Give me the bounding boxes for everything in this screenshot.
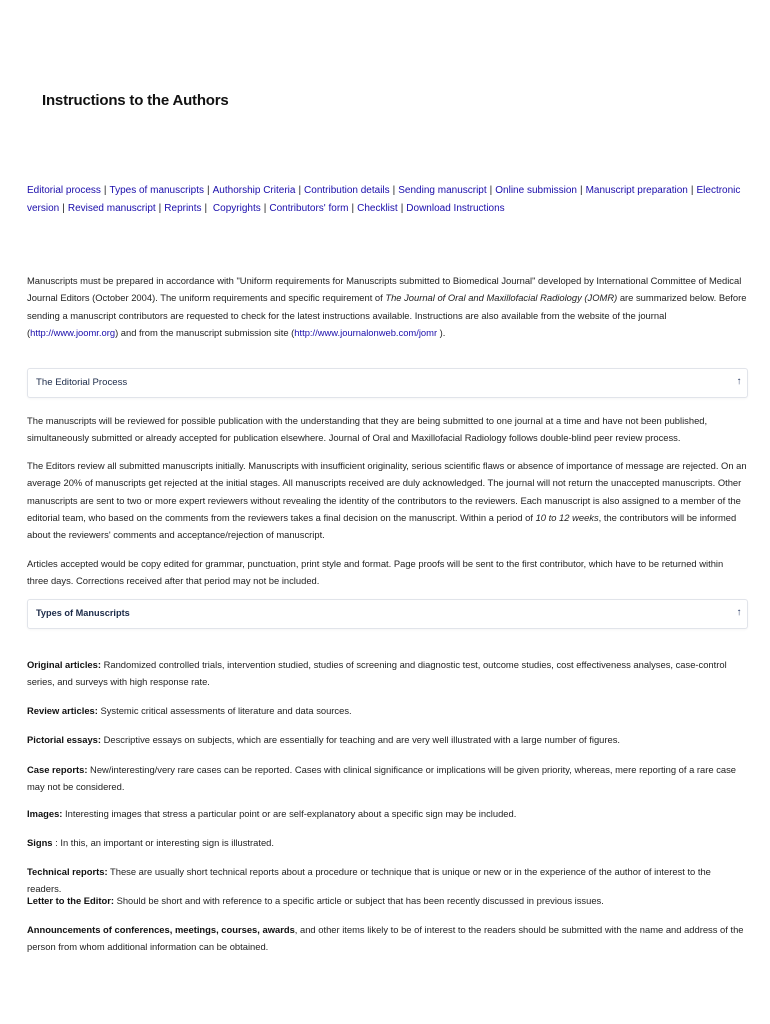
types-of-manuscripts-title: Types of Manuscripts (36, 608, 130, 618)
link-electronic-version[interactable]: Electronic version (27, 185, 741, 214)
type-term: Images: (27, 808, 63, 819)
type-description: Systemic critical assessments of literature and data sources. (97, 705, 352, 716)
type-review-articles (27, 702, 747, 719)
type-description: Should be short and with reference to a specific article or subject that has been recently discussed in previous issues. (113, 895, 604, 906)
journal-name: The Journal of Oral and Maxillofacial Radiology (JOMR) (385, 292, 618, 304)
type-original-articles (27, 656, 747, 691)
link-sending-manuscript[interactable]: Sending manuscript (398, 185, 487, 196)
type-term: Signs (27, 837, 53, 848)
editorial-text-2a: The Editors review all submitted manuscripts initially. Manuscripts with insufficient originality, serious scientific flaws or absence of importance of message are rejected. On an average 20% of manuscripts get rejected at the initial stages. All manuscripts received are duly acknowledged. The journal will not return the unaccepted manuscripts. Other manuscripts are sent to two or more expert reviewers without revealing the identity of the contributors to the reviewers. Each manuscript is also assigned to a member of the editorial team, who based on the comments from the reviewers takes a final decision on the manuscript. Within a period of (27, 460, 747, 523)
type-description: Randomized controlled trials, intervention studied, studies of screening and diagnostic test, outcome studies, cost effectiveness analyses, case-control series, and surveys with high response rate. (27, 659, 727, 688)
type-term: Technical reports: (27, 866, 108, 877)
intro-text-2: are summarized below. Before sending a manuscript contributors are requested to check for the latest instructions available. Instructions are also available from the website of the journal ( (27, 292, 747, 338)
link-contribution-details[interactable]: Contribution details (304, 185, 390, 196)
back-to-top-arrow-icon[interactable]: ↑ (736, 607, 742, 618)
type-description: Interesting images that stress a particular point or are self-explanatory about a specific sign may be included. (62, 808, 517, 819)
type-term: Letter to the Editor: (27, 895, 114, 906)
page-title: Instructions to the Authors (42, 92, 229, 109)
type-images (27, 805, 747, 822)
editorial-paragraph-3: Articles accepted would be copy edited for grammar, punctuation, print style and format. Page proofs will be sent to the first contributor, which have to be returned within three days. Corrections received after that period may not be included. (27, 558, 724, 587)
type-term: Original articles: (27, 659, 101, 670)
section-links: Editorial process | Types of manuscripts | Authorship Criteria | Contribution details | Sending manuscript | Online submission | Manuscript preparation | Electronic version | Revised manuscript | Reprints | Copyrights | Contributors' form | Checklist | Download Instructions (27, 185, 741, 214)
link-online-submission[interactable]: Online submission (495, 185, 577, 196)
back-to-top-arrow-icon[interactable]: ↑ (736, 376, 742, 387)
link-authorship-criteria[interactable]: Authorship Criteria (212, 185, 296, 196)
submission-site-link[interactable]: http://www.journalonweb.com/jomr (294, 326, 438, 338)
type-pictorial-essays (27, 731, 747, 748)
type-description: , and other items likely to be of interest to the readers should be submitted with the name and address of the person from whom additional information can be obtained. (27, 924, 744, 953)
type-description: New/interesting/very rare cases can be reported. Cases with clinical significance or implications will be given priority, whereas, mere reporting of a rare case may not be considered. (27, 764, 736, 793)
type-term: Announcements of conferences, meetings, courses, awards (27, 924, 295, 935)
link-reprints[interactable]: Reprints (164, 203, 202, 214)
type-announcements (27, 921, 747, 956)
journal-website-link[interactable]: http://www.joomr.org (30, 326, 116, 338)
link-contributors-form[interactable]: Contributors' form (269, 203, 349, 214)
review-period: 10 to 12 weeks (535, 511, 599, 523)
type-signs (27, 834, 747, 851)
type-letter-to-editor (27, 892, 747, 909)
link-copyrights[interactable]: Copyrights (212, 203, 261, 214)
editorial-paragraph-1: The manuscripts will be reviewed for possible publication with the understanding that they are being submitted to one journal at a time and have not been published, simultaneously submitted or already accepted for publication elsewhere. Journal of Oral and Maxillofacial Radiology follows double-blind peer review process. (27, 415, 708, 444)
link-download-instructions[interactable]: Download Instructions (406, 203, 505, 214)
link-checklist[interactable]: Checklist (357, 203, 398, 214)
link-revised-manuscript[interactable]: Revised manuscript (67, 203, 156, 214)
intro-text-1: Manuscripts must be prepared in accordance with "Uniform requirements for Manuscripts submitted to Biomedical Journal" developed by International Committee of Medical Journal Editors (October 2004). The uniform requirements and specific requirement of (27, 275, 742, 304)
type-description: Descriptive essays on subjects, which are essentially for teaching and are very well illustrated with a large number of figures. (101, 734, 621, 745)
link-editorial-process[interactable]: Editorial process (27, 185, 101, 196)
type-term: Case reports: (27, 764, 88, 775)
intro-text-3: ) and from the manuscript submission site ( (115, 326, 295, 338)
type-term: Pictorial essays: (27, 734, 102, 745)
editorial-text-2b: , the contributors will be informed about the reviewers' comments and acceptance/rejection of manuscript. (27, 511, 737, 541)
types-of-manuscripts-header[interactable] (27, 599, 748, 629)
intro-text-4: ). (437, 326, 446, 338)
type-description: : In this, an important or interesting sign is illustrated. (52, 837, 274, 848)
editorial-paragraph-2 (27, 457, 747, 543)
editorial-process-header[interactable] (27, 368, 748, 398)
link-manuscript-preparation[interactable]: Manuscript preparation (585, 185, 688, 196)
type-term: Review articles: (27, 705, 98, 716)
type-description: These are usually short technical reports about a procedure or technique that is unique or new or in the experience of the author of interest to the readers. (27, 866, 711, 895)
type-case-reports (27, 761, 747, 796)
intro-paragraph (27, 272, 747, 341)
link-types-of-manuscripts[interactable]: Types of manuscripts (109, 185, 205, 196)
editorial-process-title: The Editorial Process (36, 377, 128, 388)
